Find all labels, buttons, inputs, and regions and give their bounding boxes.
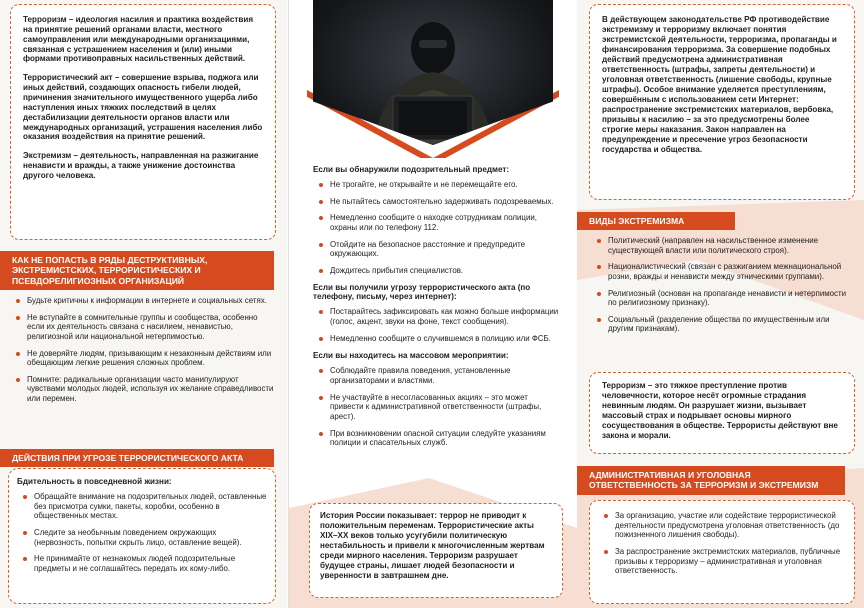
list-item: Отойдите на безопасное расстояние и предупредите окружающих. [313, 240, 563, 259]
list-item: Немедленно сообщите о случившемся в полицию или ФСБ. [313, 334, 563, 344]
list-item: Следите за необычным поведением окружающих (нервозность, попытки скрыть лицо, оставление вещей). [17, 528, 267, 547]
panel-left [0, 0, 287, 608]
hooded-person-illustration [313, 0, 553, 145]
crime-text: Терроризм – это тяжкое преступление против человечности, которое несёт огромные страдания невинным людям. Он разрушает жизни, вызывает массовый страх и подрывает основы мирного сосуществования в обществе. Террористы действуют вне закона и морали. [602, 381, 838, 441]
list-item: За распространение экстремистских материалов, публичные призывы к терроризму – административная и уголовная ответственность. [598, 547, 846, 576]
event-heading: Если вы находитесь на массовом мероприятии: [313, 351, 509, 361]
threat-list [313, 307, 563, 343]
section-title-types: ВИДЫ ЭКСТРЕМИЗМА [577, 212, 727, 230]
list-item: Националистический (связан с разжиганием межнациональной розни, вражды и ненависти между этническими группами). [591, 262, 853, 281]
suspicious-heading: Если вы обнаружили подозрительный предмет: [313, 165, 510, 174]
liability-box [589, 500, 855, 604]
definition-extremism: Экстремизм – деятельность, направленная на разжигание ненависти и вражды, а также унижение достоинства другого человека. [23, 151, 259, 181]
everyday-list [17, 492, 267, 573]
instructions-block [313, 165, 563, 455]
law-text: В действующем законодательстве РФ противодействие экстремизму и терроризму включает понятия экстремистской деятельности, терроризма, пропаганды и финансирования терроризма. За совершение подобных действий предусмотрена административная ответственность (штрафы, запреты деятельности) и уголовная ответственность (лишение свободы, крупные штрафы). Особое внимание уделяется преступлениям, совершённым с использованием сети Интернет: распространение экстремистских материалов, вербовка, призывы к насилию – за это предусмотрены более строгие меры наказания. Закон направлен на предупреждение и пресечение угроз безопасности государства и общества. [602, 15, 837, 155]
crime-box [589, 372, 855, 454]
list-item: Не трогайте, не открывайте и не перемещайте его. [313, 180, 563, 190]
types-list [591, 236, 853, 341]
panel-right [577, 0, 864, 608]
list-item: Политический (направлен на насильственное изменение существующей власти или политического строя). [591, 236, 853, 255]
list-item: При возникновении опасной ситуации следуйте указаниям полиции и спасательных служб. [313, 429, 563, 448]
definition-terrorism: Терроризм – идеология насилия и практика воздействия на принятие решений органами власти, местного самоуправления или международными организациями, связанная с устрашением населения и (или) иными формами противоправных насильственных действий. [23, 15, 254, 64]
list-item: Постарайтесь зафиксировать как можно больше информации (голос, акцент, звуки на фоне, текст сообщения). [313, 307, 563, 326]
list-item: Будьте критичны к информации в интернете и социальных сетях. [10, 296, 276, 306]
suspicious-list [313, 180, 563, 275]
definitions-box [10, 4, 276, 240]
history-box [309, 503, 563, 598]
list-item: Не принимайте от незнакомых людей подозрительные предметы и не соглашайтесь передать их кому-либо. [17, 554, 267, 573]
section-title-liability: АДМИНИСТРАТИВНАЯ И УГОЛОВНАЯ ОТВЕТСТВЕННОСТЬ ЗА ТЕРРОРИЗМ И ЭКСТРЕМИЗМ [577, 466, 837, 495]
definition-terror-act: Террористический акт – совершение взрыва, поджога или иных действий, создающих опасность гибели людей, причинения значительного имущественного ущерба либо наступления иных тяжких последствий в целях дестабилизации деятельности органов власти или международных организаций, устрашения населения либо оказания воздействия на принятие решений. [23, 73, 263, 142]
everyday-heading: Бдительность в повседневной жизни: [17, 477, 172, 486]
threat-heading: Если вы получили угрозу террористического акта (по телефону, письму, через интернет): [313, 283, 531, 302]
list-item: Немедленно сообщите о находке сотрудникам полиции, охраны или по телефону 112. [313, 213, 563, 232]
hooded-person-photo [313, 0, 553, 145]
event-list [313, 366, 563, 447]
law-box [589, 4, 855, 200]
list-item: Социальный (разделение общества по имущественным или другим признакам). [591, 315, 853, 334]
list-item: Не участвуйте в несогласованных акциях – это может привести к административной ответственности (штрафы, арест). [313, 393, 563, 422]
section-title-prevention: КАК НЕ ПОПАСТЬ В РЯДЫ ДЕСТРУКТИВНЫХ, ЭКСТРЕМИСТСКИХ, ТЕРРОРИСТИЧЕСКИХ И ПСЕВДОРЕЛИГИОЗНЫХ ОРГАНИЗАЦИЙ [0, 251, 266, 290]
list-item: Соблюдайте правила поведения, установленные организаторами и властями. [313, 366, 563, 385]
list-item: Дождитесь прибытия специалистов. [313, 266, 563, 276]
list-item: Не вступайте в сомнительные группы и сообщества, особенно если их деятельность связана с насилием, ненавистью, религиозной или национальной нетерпимостью. [10, 313, 276, 342]
list-item: За организацию, участие или содействие террористической деятельности предусмотрена уголовная ответственность (до пожизненного лишения свободы). [598, 511, 846, 540]
history-text: История России показывает: террор не приводит к положительным переменам. Террористические акты XIX–XX веков только усугубили политическую нестабильность и привели к многочисленным жертвам среди мирного населения. Терроризм разрушает будущее страны, лишает людей безопасности и уверенности в завтрашнем дне. [320, 511, 545, 581]
liability-list [598, 511, 846, 576]
list-item: Помните: радикальные организации часто манипулируют чувствами молодых людей, используя их желание справедливости или перемен. [10, 375, 276, 404]
list-item: Обращайте внимание на подозрительных людей, оставленные без присмотра сумки, пакеты, коробки, особенно в общественных местах. [17, 492, 267, 521]
list-item: Религиозный (основан на пропаганде ненависти и нетерпимости по религиозному признаку). [591, 289, 853, 308]
list-item: Не пытайтесь самостоятельно задерживать подозреваемых. [313, 197, 563, 207]
everyday-vigilance-box [8, 468, 276, 604]
prevention-list [10, 296, 276, 411]
panel-center [288, 0, 578, 608]
section-title-threat-actions: ДЕЙСТВИЯ ПРИ УГРОЗЕ ТЕРРОРИСТИЧЕСКОГО АКТА [0, 449, 266, 467]
list-item: Не доверяйте людям, призывающим к незаконным действиям или обещающим легкие решения сложных проблем. [10, 349, 276, 368]
